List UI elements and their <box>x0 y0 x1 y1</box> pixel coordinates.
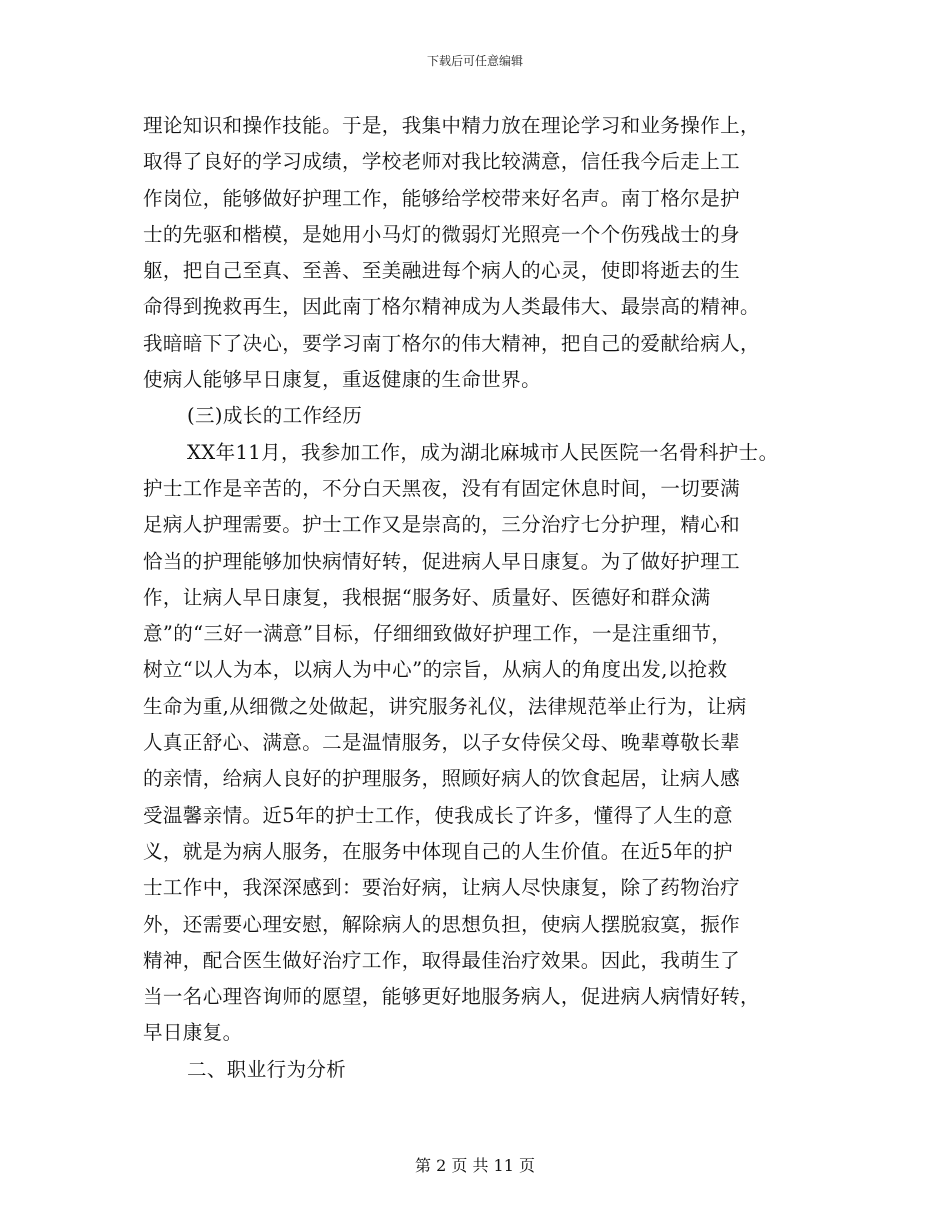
text-line: 护士工作是辛苦的，不分白天黑夜，没有有固定休息时间，一切要满 <box>143 476 741 500</box>
text-line: 足病人护理需要。护士工作又是崇高的，三分治疗七分护理，精心和 <box>143 513 741 537</box>
text-line: 生命为重,从细微之处做起，讲究服务礼仪，法律规范举止行为，让病 <box>143 694 747 718</box>
text-line: 义，就是为病人服务，在服务中体现自己的人生价值。在近5年的护 <box>143 839 733 863</box>
section-heading: (三)成长的工作经历 <box>187 404 363 428</box>
text-line: 作，让病人早日康复，我根据“服务好、质量好、医德好和群众满 <box>143 585 711 609</box>
text-line: 人真正舒心、满意。二是温情服务，以子女侍侯父母、晚辈尊敬长辈 <box>143 731 741 755</box>
text-line: 士的先驱和楷模，是她用小马灯的微弱灯光照亮一个个伤残战士的身 <box>143 222 741 246</box>
text-line: 取得了良好的学习成绩，学校老师对我比较满意，信任我今后走上工 <box>143 150 741 174</box>
text-line: 当一名心理咨询师的愿望，能够更好地服务病人，促进病人病情好转， <box>143 985 760 1009</box>
text-line: 意”的“三好一满意”目标，仔细细致做好护理工作，一是注重细节， <box>143 622 732 646</box>
text-line: 恰当的护理能够加快病情好转，促进病人早日康复。为了做好护理工 <box>143 549 741 573</box>
paragraph-first-line: XX年11月，我参加工作，成为湖北麻城市人民医院一名骨科护士。 <box>187 440 779 464</box>
text-line: 树立“以人为本，以病人为中心”的宗旨，从病人的角度出发,以抢救 <box>143 658 728 682</box>
text-line: 士工作中，我深深感到：要治好病，让病人尽快康复，除了药物治疗 <box>143 876 741 900</box>
text-line: 精神，配合医生做好治疗工作，取得最佳治疗效果。因此，我萌生了 <box>143 948 741 972</box>
text-line: 受温馨亲情。近5年的护士工作，使我成长了许多，懂得了人生的意 <box>143 803 733 827</box>
page-footer: 第 2 页 共 11 页 <box>415 1156 535 1175</box>
text-line: 命得到挽救再生，因此南丁格尔精神成为人类最伟大、最崇高的精神。 <box>143 295 760 319</box>
document-body <box>143 108 823 1088</box>
text-line: 外，还需要心理安慰，解除病人的思想负担，使病人摆脱寂寞，振作 <box>143 912 741 936</box>
text-line: 躯，把自己至真、至善、至美融进每个病人的心灵，使即将逝去的生 <box>143 259 741 283</box>
text-line: 的亲情，给病人良好的护理服务，照顾好病人的饮食起居，让病人感 <box>143 767 741 791</box>
text-line: 我暗暗下了决心，要学习南丁格尔的伟大精神，把自己的爱献给病人， <box>143 331 760 355</box>
text-line: 理论知识和操作技能。于是，我集中精力放在理论学习和业务操作上， <box>143 114 760 137</box>
page-header: 下载后可任意编辑 <box>426 54 523 68</box>
section-heading: 二、职业行为分析 <box>187 1057 347 1081</box>
text-line: 早日康复。 <box>143 1021 243 1045</box>
text-line: 使病人能够早日康复，重返健康的生命世界。 <box>143 368 542 392</box>
text-line: 作岗位，能够做好护理工作，能够给学校带来好名声。南丁格尔是护 <box>143 186 741 210</box>
